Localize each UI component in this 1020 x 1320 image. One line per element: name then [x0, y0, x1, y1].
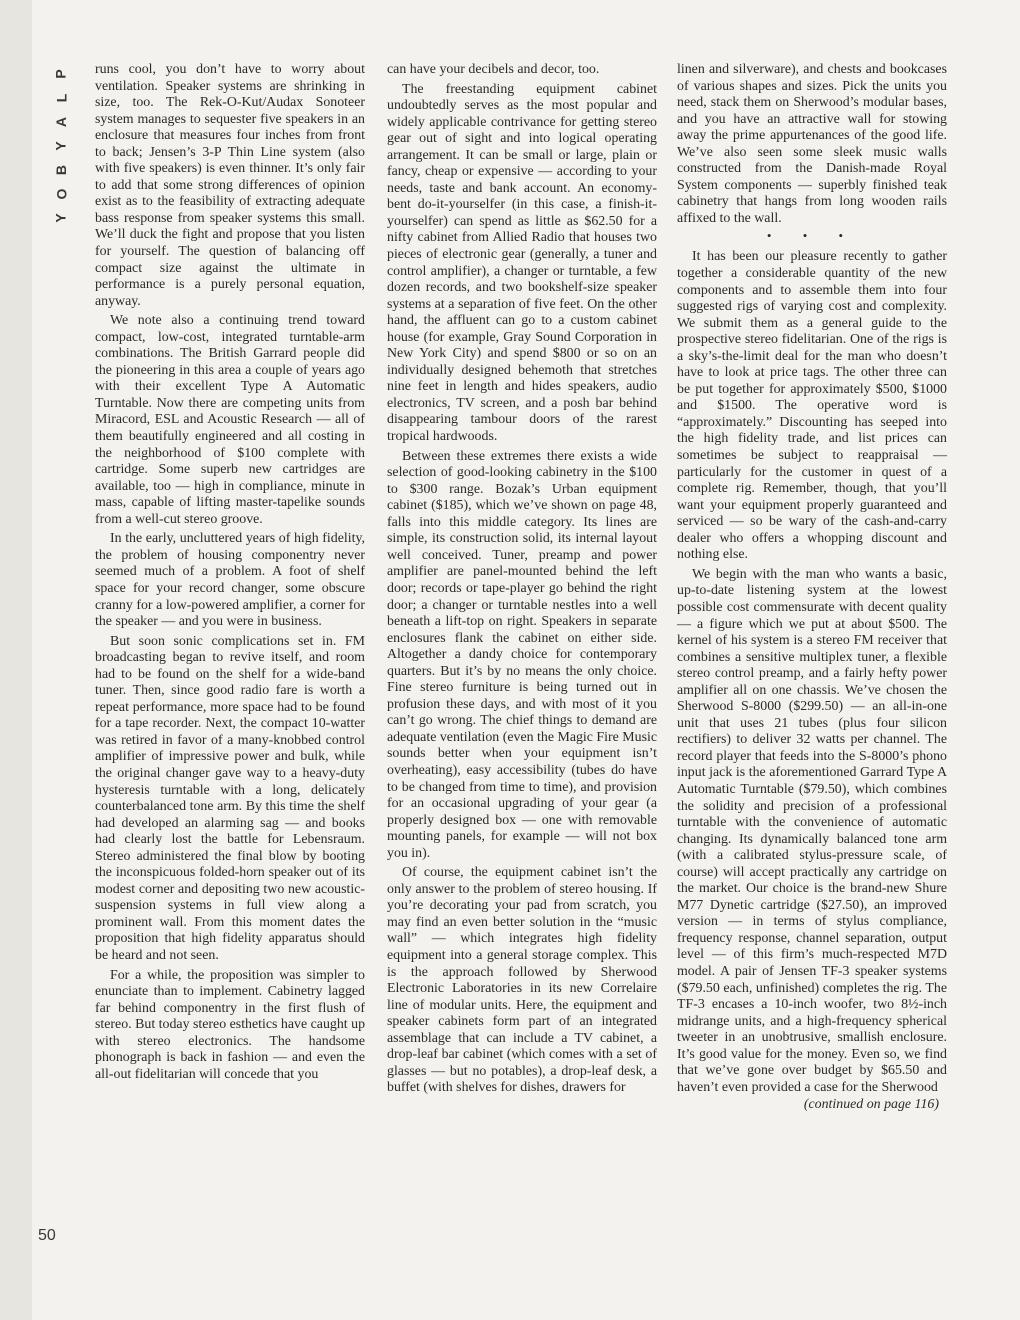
page-margin — [0, 0, 32, 1320]
paragraph: But soon sonic complications set in. FM broadcasting began to revive itself, and room had to be found on the shelf for a wide-band tuner. Then, since good radio fare is worth a repeat performance, more space had to be found for a tape recorder. Next, the compact 10-watter was retired in favor of a many-knobbed control amplifier of impressive power and bulk, while the original changer gave way to a heavy-duty hysteresis turntable with a long, delicately counterbalanced tone arm. By this time the shelf had developed an alarming sag — and books had clearly lost the battle for Lebensraum. Stereo administered the final blow by booting the inconspicuous folded-horn speaker out of its modest corner and depositing two new acoustic-suspension systems in full view along a prominent wall. From this moment dates the proposition that high fidelity apparatus should be heard and not seen. — [95, 633, 365, 963]
column-2 — [387, 62, 657, 1097]
masthead-letter: A — [53, 116, 69, 128]
continued-note: (continued on page 116) — [803, 1097, 939, 1113]
masthead — [51, 62, 71, 230]
paragraph: It has been our pleasure recently to gather together a considerable quantity of the new components and to assemble them into four suggested rigs of varying cost and complexity. We submit them as a general guide to the prospective stereo fidelitarian. One of the rigs is a sky’s-the-limit deal for the man who doesn’t have to look at price tags. The other three can be put together for approximately $500, $1000 and $1500. The operative word is “approximately.” Discounting has seeped into the high fidelity trade, and list prices can sometimes be subject to reappraisal — particularly for the customer in quest of a complete rig. Remember, though, that you’ll want your equipment properly guaranteed and serviced — so be wary of the cash-and-carry dealer who offers a whopping discount and nothing else. — [677, 249, 947, 563]
paragraph: linen and silverware), and chests and bookcases of various shapes and sizes. Pick the units you need, stack them on Sherwood’s modular bases, and you have an attractive wall for stowing away the prime appurtenances of the good life. We’ve also seen some sleek music walls constructed from the Danish-made Royal System components — superbly finished teak cabinetry that hangs from long wooden rails affixed to the wall. — [677, 62, 947, 226]
masthead-letter: B — [53, 164, 69, 176]
masthead-letter: Y — [53, 141, 69, 151]
paragraph: For a while, the proposition was simpler to enunciate than to implement. Cabinetry lagged far behind componentry in the first flush of stereo. But today stereo esthetics have caught up with stereo electronics. The handsome phonograph is back in fashion — and even the all-out fidelitarian will concede that you — [95, 967, 366, 1082]
column-3 — [677, 62, 947, 1114]
paragraph: In the early, uncluttered years of high fidelity, the problem of housing componentry never seemed much of a problem. A foot of shelf space for your record changer, some obscure cranny for a low-powered amplifier, a corner for the speaker — and you were in business. — [95, 531, 365, 630]
paragraph: We begin with the man who wants a basic, up-to-date listening system at the lowest possible cost commensurate with decent quality — a figure which we put at about $500. The kernel of his system is a stereo FM receiver that combines a sensitive multiplex tuner, a flexible stereo control preamp, and a fairly hefty power amplifier all on one chassis. We’ve chosen the Sherwood S-8000 ($299.50) — an all-in-one unit that uses 21 tubes (plus four silicon rectifiers) to deliver 32 watts per channel. The record player that feeds into the S-8000’s phono input jack is the aforementioned Garrard Type A Automatic Turntable ($79.50), which combines the solidity and precision of a professional turntable with the convenience of automatic changing. Its dynamically balanced tone arm (with a calibrated stylus-pressure scale, of course) will accept practically any cartridge on the market. Our choice is the brand-new Shure M77 Dynetic cartridge ($27.50), an improved version — in terms of stylus compliance, frequency response, channel separation, output level — of this firm’s much-respected M7D model. A pair of Jensen TF-3 speaker systems ($79.50 each, unfinished) completes the rig. The TF-3 encases a 10-inch woofer, two 8½-inch midrange units, and a high-frequency spherical tweeter in an unobtrusive, smallish enclosure. It’s good value for the money. Even so, we find that we’ve gone over budget by $65.50 and haven’t even provided a case for the Sherwood — [677, 566, 947, 1095]
paragraph: can have your decibels and decor, too. — [387, 62, 600, 77]
paragraph: Between these extremes there exists a wide selection of good-looking cabinetry in the $100 to $300 range. Bozak’s Urban equipment cabinet ($185), which we’ve shown on page 48, falls into this middle category. Its lines are simple, its construction solid, its internal layout well conceived. Tuner, preamp and power amplifier are panel-mounted behind the left door; records or tape-player go behind the right door; a changer or turntable nestles into a well beneath a lift-top on right. Speakers in separate enclosures flank the cabinet on either side. Altogether a dandy choice for contemporary quarters. But it’s by no means the only choice. Fine stereo furniture is being turned out in profusion these days, and with most of it you can’t go wrong. The chief things to demand are adequate ventilation (even the Magic Fire Music sounds better when your equipment isn’t overheating), easy accessibility (tubes do have to be changed from time to time), and provision for an occasional upgrading of your gear (a properly designed box — one with removable mounting panels, for example — will not box you in). — [387, 448, 658, 861]
masthead-letter: P — [53, 69, 69, 79]
page-number: 50 — [38, 1227, 56, 1244]
column-1 — [95, 62, 365, 1083]
paragraph: Of course, the equipment cabinet isn’t the only answer to the problem of stereo housing. If you’re decorating your pad from scratch, you may find an even better solution in the “music wall” — which integrates high fidelity equipment into a general storage complex. This is the approach followed by Sherwood Electronic Laboratories in its new Correlaire line of modular units. Here, the equipment and speaker cabinets form part of an integrated assemblage that can include a TV cabinet, a drop-leaf bar cabinet (which comes with a set of glasses — but no potables), a drop-leaf desk, a buffet (with shelves for dishes, drawers for — [387, 865, 657, 1096]
paragraph: runs cool, you don’t have to worry about ventilation. Speaker systems are shrinking in size, too. The Rek-O-Kut/Audax Sonoteer system manages to sequester five speakers in an enclosure that measures four inches from front to back; Jensen’s 3-P Thin Line system (also with five speakers) is even thinner. It’s only fair to add that some strong differences of opinion exist as to the feasibility of extracting adequate bass response from speaker systems this small. We’ll duck the fight and propose that you listen for yourself. The question of balancing off compact size against the ultimate in performance is a purely personal equation, anyway. — [95, 62, 365, 309]
masthead-letter: L — [53, 93, 69, 103]
masthead-letter: O — [52, 188, 69, 200]
masthead-letter: Y — [53, 213, 69, 223]
paragraph: The freestanding equipment cabinet undoubtedly serves as the most popular and widely applicable contrivance for getting stereo gear out of sight and into logical operating arrangement. It can be small or large, plain or fancy, cheap or expensive — according to your needs, taste and bank account. An economy-bent do-it-yourselfer (in this case, a finish-it-yourselfer) can spend as little as $62.50 for a nifty cabinet from Allied Radio that houses two pieces of electronic gear (generally, a tuner and control amplifier), a changer or turntable, a few dozen records, and two bookshelf-size speaker systems at a separation of five feet. On the other hand, the affluent can go to a custom cabinet house (for example, Gray Sound Corporation in New York City) and spend $800 or so on an individually designed behemoth that stretches nine feet in length and hides speakers, audio electronics, TV screen, and a posh bar behind disappearing tambour doors of the rarest tropical hardwoods. — [387, 81, 657, 445]
paragraph: We note also a continuing trend toward compact, low-cost, integrated turntable-arm combinations. The British Garrard people did the pioneering in this area a couple of years ago with their excellent Type A Automatic Turntable. Now there are competing units from Miracord, ESL and Acoustic Research — all of them beautifully engineered and all costing in the neighborhood of $100 complete with cartridge. Some superb new cartridges are available, too — high in compliance, minute in mass, capable of lifting master-tapelike sounds from a well-cut stereo groove. — [95, 313, 365, 527]
section-separator: • • • — [766, 228, 858, 244]
